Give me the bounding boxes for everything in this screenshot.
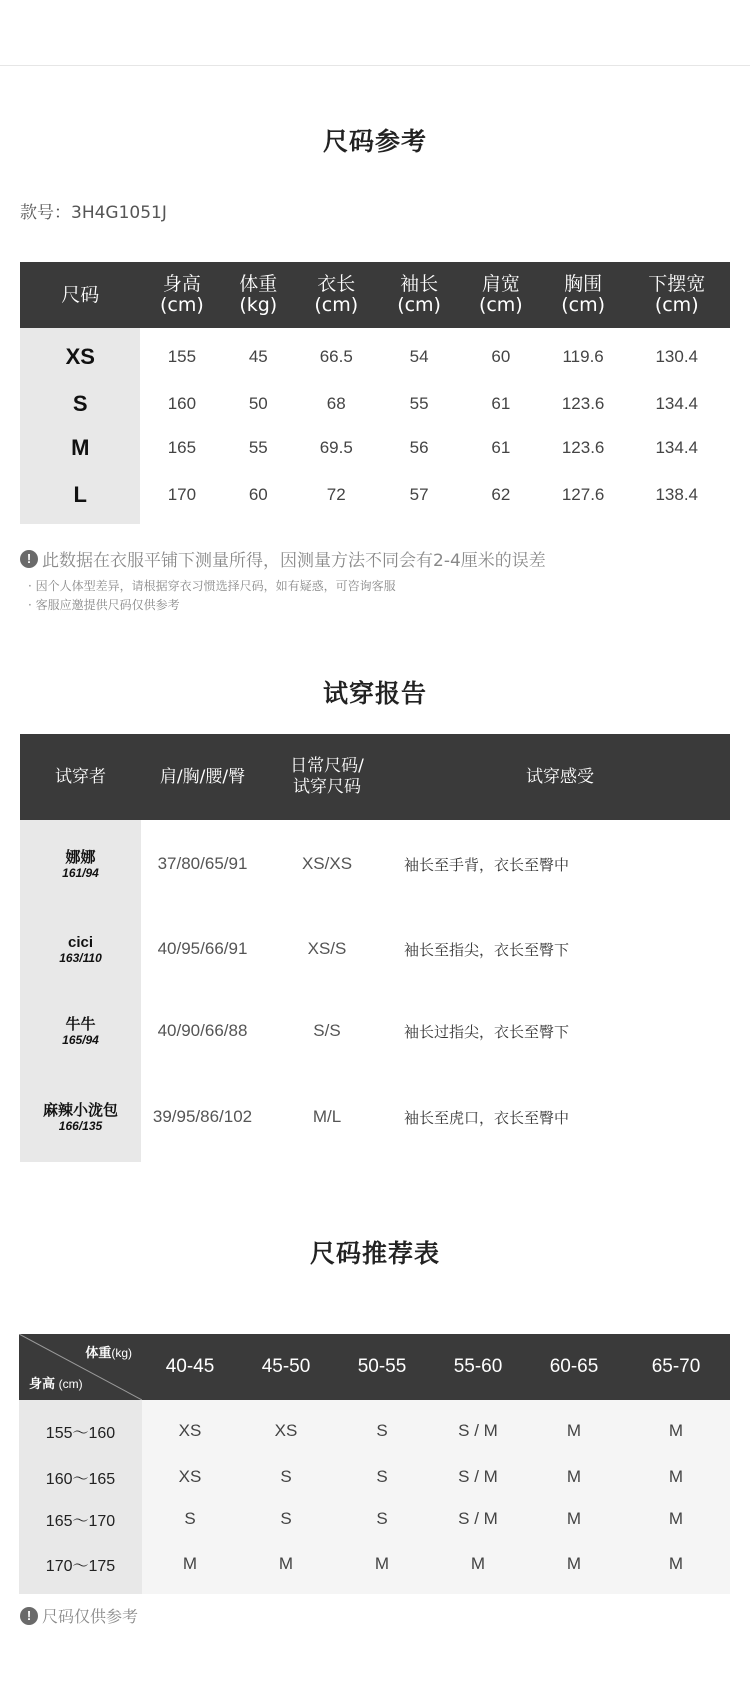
rec-row bbox=[19, 1400, 730, 1456]
sizes-cell: M/L bbox=[312, 1107, 342, 1126]
corner-height-label: 身高 (cm) bbox=[29, 1376, 83, 1391]
tester-body: 165/94 bbox=[62, 1032, 99, 1047]
hem-cell: 130.4 bbox=[655, 347, 698, 366]
shoulder-cell: 61 bbox=[491, 438, 511, 457]
corner-header bbox=[19, 1334, 142, 1400]
size-label: M bbox=[20, 426, 140, 470]
rec-size-cell: XS bbox=[142, 1400, 238, 1456]
rec-size-cell: M bbox=[238, 1540, 334, 1594]
header-hem: 下摆宽 (cm) bbox=[623, 262, 730, 328]
weight-range-header: 65-70 bbox=[622, 1334, 730, 1400]
corner-weight-label: 体重(kg) bbox=[85, 1345, 132, 1360]
rec-size-cell: S bbox=[334, 1456, 430, 1498]
rec-size-cell: M bbox=[526, 1540, 622, 1594]
length-cell: 66.5 bbox=[319, 347, 353, 366]
exclamation-circle-icon: ! bbox=[20, 550, 38, 568]
height-cell: 165 bbox=[167, 438, 197, 457]
tryon-row bbox=[20, 820, 730, 908]
measurements-cell: 40/90/66/88 bbox=[157, 1021, 248, 1040]
sleeve-cell: 57 bbox=[409, 485, 429, 504]
tryon-row bbox=[20, 1072, 730, 1162]
weight-cell: 50 bbox=[248, 394, 268, 413]
size-recommendation-title: 尺码推荐表 bbox=[309, 1239, 440, 1268]
length-cell: 68 bbox=[326, 394, 346, 413]
size-table bbox=[20, 262, 730, 524]
shoulder-cell: 62 bbox=[491, 485, 511, 504]
measurements-cell: 39/95/86/102 bbox=[152, 1107, 253, 1126]
rec-size-cell: M bbox=[334, 1540, 430, 1594]
header-feeling: 试穿感受 bbox=[390, 734, 730, 820]
tester-cell bbox=[20, 1072, 141, 1162]
height-cell: 170 bbox=[167, 485, 197, 504]
tester-name: 娜娜 bbox=[65, 848, 96, 866]
measurement-note-text: 此数据在衣服平铺下测量所得，因测量方法不同会有2-4厘米的误差 bbox=[42, 551, 546, 571]
header-weight: 体重 (kg) bbox=[223, 262, 293, 328]
tester-body: 166/135 bbox=[58, 1118, 103, 1133]
sleeve-cell: 55 bbox=[409, 394, 429, 413]
weight-cell: 45 bbox=[248, 347, 268, 366]
tester-name: 牛牛 bbox=[65, 1015, 96, 1033]
size-label: L bbox=[20, 470, 140, 524]
shoulder-cell: 60 bbox=[491, 347, 511, 366]
weight-cell: 55 bbox=[248, 438, 268, 457]
header-tester: 试穿者 bbox=[20, 734, 141, 820]
header-length: 衣长 (cm) bbox=[293, 262, 379, 328]
sizes-cell: XS/XS bbox=[301, 854, 353, 873]
chest-cell: 127.6 bbox=[561, 485, 605, 504]
header-height: 身高 (cm) bbox=[140, 262, 223, 328]
hem-cell: 134.4 bbox=[655, 438, 698, 457]
size-reference-title: 尺码参考 bbox=[322, 127, 427, 156]
feeling-cell: 袖长至手背，衣长至臀中 bbox=[404, 856, 570, 874]
rec-size-cell: S / M bbox=[430, 1456, 526, 1498]
tryon-row bbox=[20, 990, 730, 1072]
rec-size-cell: S / M bbox=[430, 1400, 526, 1456]
note-service-reference: · 客服应邀提供尺码仅供参考 bbox=[28, 598, 180, 612]
chest-cell: 119.6 bbox=[562, 347, 604, 366]
weight-range-header: 40-45 bbox=[142, 1334, 238, 1400]
rec-size-cell: S / M bbox=[430, 1498, 526, 1540]
header-measurements: 肩/胸/腰/臀 bbox=[141, 734, 264, 820]
height-range-label: 170～175 bbox=[19, 1540, 142, 1594]
rec-size-cell: M bbox=[622, 1456, 730, 1498]
size-row-l bbox=[20, 470, 730, 524]
rec-row bbox=[19, 1456, 730, 1498]
shoulder-cell: 61 bbox=[491, 394, 511, 413]
header-size-worn: 日常尺码/ 试穿尺码 bbox=[264, 734, 390, 820]
sizes-cell: S/S bbox=[313, 1021, 341, 1040]
chest-cell: 123.6 bbox=[561, 438, 605, 457]
rec-row bbox=[19, 1540, 730, 1594]
rec-size-cell: M bbox=[622, 1400, 730, 1456]
rec-size-cell: S bbox=[142, 1498, 238, 1540]
chest-cell: 123.6 bbox=[561, 394, 605, 413]
header-size: 尺码 bbox=[20, 262, 140, 328]
height-cell: 160 bbox=[167, 394, 197, 413]
weight-range-header: 55-60 bbox=[430, 1334, 526, 1400]
weight-range-header: 50-55 bbox=[334, 1334, 430, 1400]
size-recommendation-table bbox=[19, 1334, 730, 1594]
measurement-note bbox=[20, 546, 546, 571]
sizes-cell: XS/S bbox=[307, 939, 347, 958]
tester-name: 麻辣小泷包 bbox=[42, 1101, 118, 1119]
rec-size-cell: M bbox=[622, 1498, 730, 1540]
tryon-report-title: 试穿报告 bbox=[322, 679, 427, 708]
height-range-label: 160～165 bbox=[19, 1456, 142, 1498]
hem-cell: 138.4 bbox=[655, 485, 698, 504]
sleeve-cell: 54 bbox=[409, 347, 429, 366]
measurements-cell: 40/95/66/91 bbox=[157, 939, 248, 958]
header-chest: 胸围 (cm) bbox=[543, 262, 624, 328]
rec-size-cell: S bbox=[334, 1498, 430, 1540]
sleeve-cell: 56 bbox=[409, 438, 429, 457]
tester-cell bbox=[20, 820, 141, 908]
feeling-cell: 袖长至指尖，衣长至臀下 bbox=[404, 941, 570, 959]
rec-row bbox=[19, 1498, 730, 1540]
header-sleeve: 袖长 (cm) bbox=[379, 262, 459, 328]
style-number: 款号：3H4G1051J bbox=[20, 203, 167, 223]
feeling-cell: 袖长至虎口，衣长至臀中 bbox=[404, 1109, 570, 1127]
height-range-label: 155～160 bbox=[19, 1400, 142, 1456]
weight-cell: 60 bbox=[248, 485, 268, 504]
size-label: S bbox=[20, 382, 140, 426]
header-shoulder: 肩宽 (cm) bbox=[459, 262, 543, 328]
rec-size-cell: M bbox=[526, 1456, 622, 1498]
size-table-header bbox=[20, 262, 730, 328]
rec-size-cell: XS bbox=[142, 1456, 238, 1498]
exclamation-circle-icon: ! bbox=[20, 1607, 38, 1625]
size-row-m bbox=[20, 426, 730, 470]
tester-cell bbox=[20, 990, 141, 1072]
length-cell: 72 bbox=[326, 485, 346, 504]
length-cell: 69.5 bbox=[319, 438, 353, 457]
rec-size-cell: S bbox=[238, 1498, 334, 1540]
reference-note bbox=[20, 1604, 138, 1627]
size-label: XS bbox=[20, 328, 140, 382]
rec-size-cell: M bbox=[526, 1400, 622, 1456]
tester-cell bbox=[20, 908, 141, 990]
rec-size-cell: M bbox=[526, 1498, 622, 1540]
height-range-label: 165～170 bbox=[19, 1498, 142, 1540]
reference-note-text: 尺码仅供参考 bbox=[42, 1607, 139, 1626]
rec-table-header bbox=[19, 1334, 730, 1400]
weight-range-header: 60-65 bbox=[526, 1334, 622, 1400]
size-row-xs bbox=[20, 328, 730, 382]
rec-size-cell: M bbox=[622, 1540, 730, 1594]
tester-body: 163/110 bbox=[59, 950, 102, 965]
hem-cell: 134.4 bbox=[655, 394, 698, 413]
rec-size-cell: S bbox=[238, 1456, 334, 1498]
feeling-cell: 袖长过指尖，衣长至臀下 bbox=[404, 1023, 570, 1041]
weight-range-header: 45-50 bbox=[238, 1334, 334, 1400]
tester-body: 161/94 bbox=[62, 865, 99, 880]
size-row-s bbox=[20, 382, 730, 426]
measurements-cell: 37/80/65/91 bbox=[157, 854, 248, 873]
tryon-row bbox=[20, 908, 730, 990]
rec-size-cell: M bbox=[142, 1540, 238, 1594]
rec-size-cell: XS bbox=[238, 1400, 334, 1456]
tester-name: cici bbox=[67, 933, 94, 951]
height-cell: 155 bbox=[167, 347, 197, 366]
tryon-table-header bbox=[20, 734, 730, 820]
rec-size-cell: M bbox=[430, 1540, 526, 1594]
note-body-difference: · 因个人体型差异，请根据穿衣习惯选择尺码，如有疑惑，可咨询客服 bbox=[28, 579, 396, 593]
rec-size-cell: S bbox=[334, 1400, 430, 1456]
top-divider bbox=[0, 65, 750, 66]
tryon-table bbox=[20, 734, 730, 1162]
